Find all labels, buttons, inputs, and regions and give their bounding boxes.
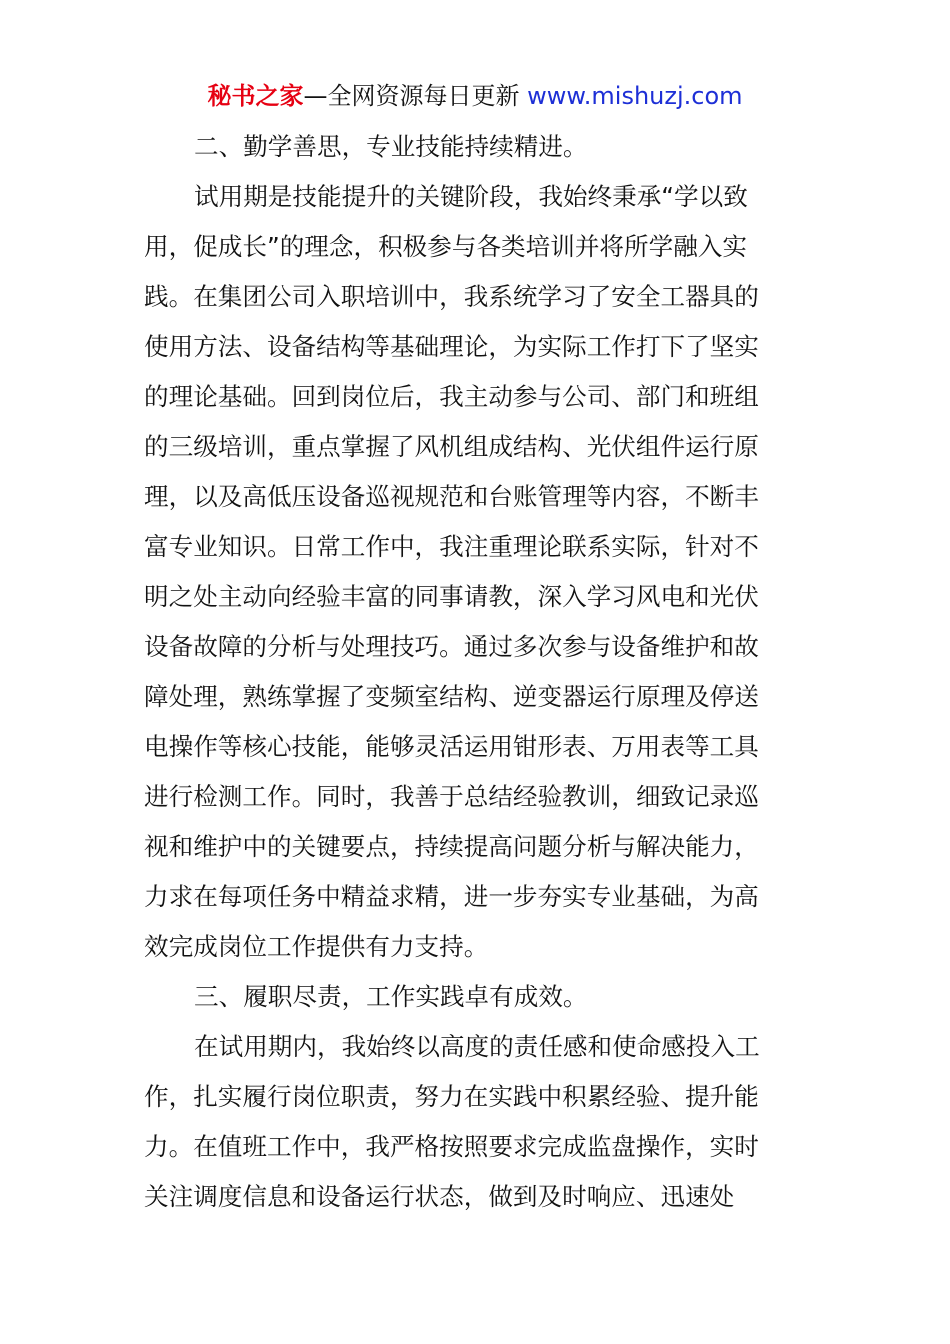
text-line: 的三级培训，重点掌握了风机组成结构、光伏组件运行原 xyxy=(144,432,759,461)
text-line: 设备故障的分析与处理技巧。通过多次参与设备维护和故 xyxy=(144,632,759,661)
text-line: 的理论基础。回到岗位后，我主动参与公司、部门和班组 xyxy=(144,382,759,411)
brand-name: 秘书之家 xyxy=(207,82,304,110)
text-line: 力。在值班工作中，我严格按照要求完成监盘操作，实时 xyxy=(144,1132,759,1161)
text-line: 进行检测工作。同时，我善于总结经验教训，细致记录巡 xyxy=(144,782,759,811)
text-line: 明之处主动向经验丰富的同事请教，深入学习风电和光伏 xyxy=(144,582,759,611)
text-line: 在试用期内，我始终以高度的责任感和使命感投入工 xyxy=(194,1032,760,1061)
text-line: 视和维护中的关键要点，持续提高问题分析与解决能力， xyxy=(144,832,759,861)
document-header xyxy=(0,80,950,112)
header-url: www.mishuzj.com xyxy=(527,82,743,110)
text-line: 用，促成长”的理念，积极参与各类培训并将所学融入实 xyxy=(144,232,747,261)
text-line: 理，以及高低压设备巡视规范和台账管理等内容，不断丰 xyxy=(144,482,759,511)
text-line: 二、勤学善思，专业技能持续精进。 xyxy=(194,132,588,161)
text-line: 三、履职尽责，工作实践卓有成效。 xyxy=(194,982,588,1011)
text-line: 践。在集团公司入职培训中，我系统学习了安全工器具的 xyxy=(144,282,759,311)
text-line: 作，扎实履行岗位职责，努力在实践中积累经验、提升能 xyxy=(144,1082,759,1111)
text-line: 障处理，熟练掌握了变频室结构、逆变器运行原理及停送 xyxy=(144,682,759,711)
text-line: 使用方法、设备结构等基础理论，为实际工作打下了坚实 xyxy=(144,332,759,361)
text-line: 试用期是技能提升的关键阶段，我始终秉承“学以致 xyxy=(194,182,748,211)
text-line: 电操作等核心技能，能够灵活运用钳形表、万用表等工具 xyxy=(144,732,759,761)
text-line: 效完成岗位工作提供有力支持。 xyxy=(144,932,489,961)
text-line: 关注调度信息和设备运行状态，做到及时响应、迅速处 xyxy=(144,1182,735,1211)
text-line: 力求在每项任务中精益求精，进一步夯实专业基础，为高 xyxy=(144,882,759,911)
document-body xyxy=(144,129,814,1229)
text-line: 富专业知识。日常工作中，我注重理论联系实际，针对不 xyxy=(144,532,759,561)
header-tagline: —全网资源每日更新 xyxy=(303,82,528,110)
